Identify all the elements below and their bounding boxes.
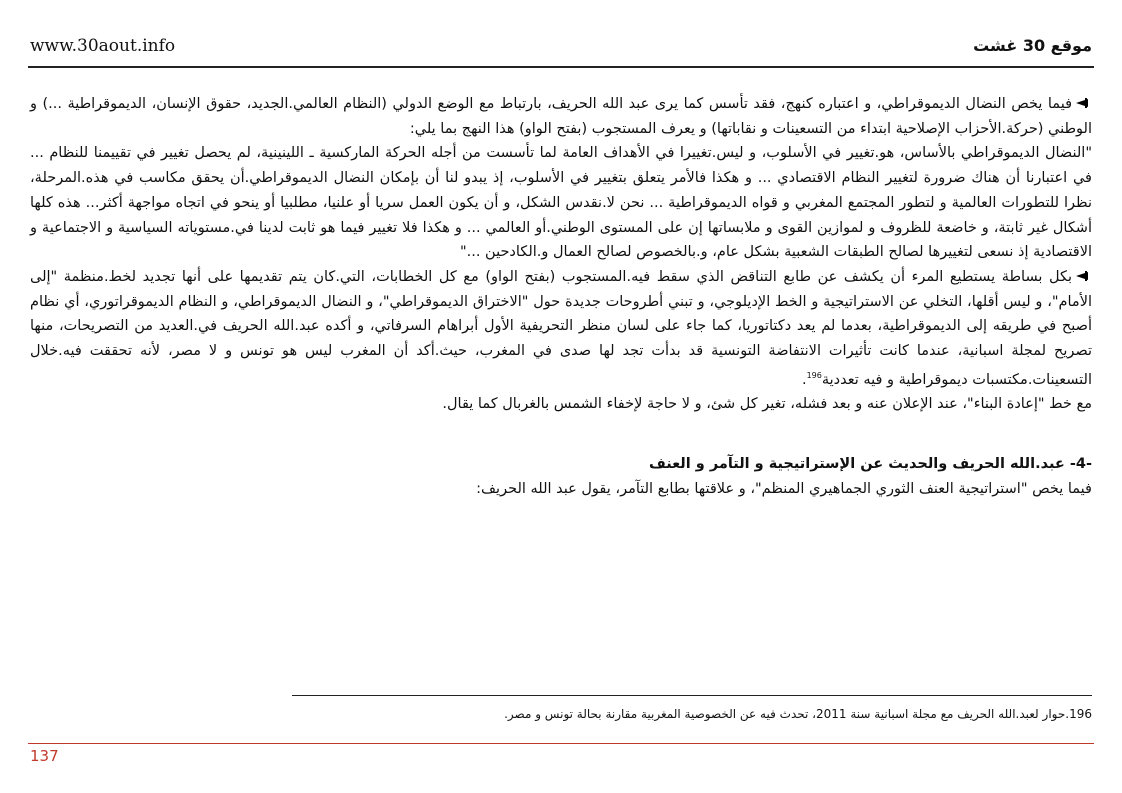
- pointing-hand-icon: [1076, 271, 1092, 281]
- header-site-name: موقع 30 غشت: [973, 36, 1092, 55]
- footnote-divider: [292, 695, 1092, 696]
- section-heading: -4- عبد.الله الحريف والحديث عن الإستراتيجية و التآمر و العنف: [648, 455, 1092, 472]
- paragraph-3: بكل بساطة يستطيع المرء أن يكشف عن طابع التناقض الذي سقط فيه.المستجوب (بفتح الواو) مع كل الخطابات، التي.كان يتم تقديمها على أنها تجديد لخط.منظمة "إلى الأمام"، و ليس أقلها، التخلي عن الاستراتيجية و الخط الإديلوجي، و تبني أطروحات جديدة حول "الاختراق الديموقراطي"، و النضال الديموقراطي، و النظام الديموقراتوري، أي نظام أصبح في طريقه إلى الديموقراطية، بعدما لم يعد دكتاتوريا، كما جاء على لسان منظر التحريفية الأول أبراهام السرفاتي، و أكده عبد.الله الحريف في.العديد من التصريحات، منها تصريح لمجلة اسبانية، عندما كانت تأثيرات الانتفاضة التونسية قد بدأت تجد لها صدى في المغرب، حيث.أكد أن المغرب ليس هو تونس و لا مصر، لأنه تحققت فيه.خلال التسعينات.مكتسبات ديموقراطية و فيه تعددية$^{196}$.: [30, 268, 1092, 388]
- footer-divider: [28, 743, 1094, 744]
- page-number: 137: [30, 747, 59, 765]
- paragraph-4: مع خط "إعادة البناء"، عند الإعلان عنه و بعد فشله، تغير كل شئ، و لا حاجة لإخفاء الشمس بالغربال كما يقال.: [442, 396, 1092, 413]
- paragraph-5: فيما يخص "استراتيجية العنف الثوري الجماهيري المنظم"، و علاقتها بطابع التآمر، يقول عبد الله الحريف:: [476, 480, 1092, 497]
- paragraph-2-quote: "النضال الديموقراطي بالأساس، هو.تغيير في الأسلوب، و ليس.تغييرا في الأهداف العامة لما تأسست من أجله الحركة الماركسية ـ اللينينية، لم يحصل تغيير في تقييمنا للنظام ... في اعتبارنا أن هناك ضرورة لتغيير النظام الاقتصادي ... و هكذا فالأمر يتعلق بتغيير في الأسلوب، إذ يبدو لنا أن بإمكان النضال الديموقراطي.أن يحقق مكاسب في هذه.المرحلة، نظرا للتطورات العالمية و لتطور المجتمع المغربي و قواه الديموقراطية ... نحن لا.نقدس الشكل، و أن يكون العمل سريا أو علنيا، مطلبيا أو ينحو في اتجاه مواجهة أكثر... هذه كلها أشكال غير ثابتة، و خاضعة للظروف و لموازين القوى و ملابساتها إن على المستوى الوطني.أو العالمي ... و هكذا فلا تغيير فيما هو ثابت لدينا في.مستوياته السياسية و الاجتماعية و الاقتصادية إذ نسعى لتغييرها لصالح الطبقات الشعبية بشكل عام، و.بالخصوص لصالح العمال و.الكادحين ...": [30, 145, 1092, 261]
- footnote: 196.حوار لعبد.الله الحريف مع مجلة اسبانية سنة 2011، تحدث فيه عن الخصوصية المغربية مقارنة بحالة تونس و مصر.: [504, 707, 1092, 721]
- header-divider: [28, 66, 1094, 68]
- paragraph-1-text: فيما يخص النضال الديموقراطي، و اعتباره كنهج، فقد تأسس كما يرى عبد الله الحريف، بارتباط مع الوضع الدولي (النظام العالمي.الجديد، حقوق الإنسان، الديموقراطية ...) و الوطني (حركة.الأحزاب الإصلاحية ابتداء من التسعينات و نقاباتها) و يعرف المستجوب (بفتح الواو) هذا النهج بما يلي:: [30, 96, 1092, 137]
- body-text: [30, 92, 1092, 501]
- header-url: www.30aout.info: [30, 36, 176, 56]
- pointing-hand-icon: [1076, 98, 1092, 108]
- paragraph-1: [30, 92, 1092, 141]
- footnote-ref[interactable]: 196: [806, 370, 822, 380]
- paragraph-3-text: بكل بساطة يستطيع المرء أن يكشف عن طابع التناقض الذي سقط فيه.المستجوب (بفتح الواو) مع كل الخطابات، التي.كان يتم تقديمها على أنها تجديد لخط.منظمة "إلى الأمام"، و ليس أقلها، التخلي عن الاستراتيجية و الخط الإديلوجي، و تبني أطروحات جديدة حول "الاختراق الديموقراطي"، و النضال الديموقراطي، و النظام الديموقراتوري، أي نظام أصبح في طريقه إلى الديموقراطية، بعدما لم يعد دكتاتوريا، كما جاء على لسان منظر التحريفية الأول أبراهام السرفاتي، و أكده عبد.الله الحريف في.العديد من التصريحات، منها تصريح لمجلة اسبانية، عندما كانت تأثيرات الانتفاضة التونسية قد بدأت تجد لها صدى في المغرب، حيث.أكد أن المغرب ليس هو تونس و لا مصر، لأنه تحققت فيه.خلال التسعينات.مكتسبات ديموقراطية و فيه تعددية: [30, 268, 1092, 388]
